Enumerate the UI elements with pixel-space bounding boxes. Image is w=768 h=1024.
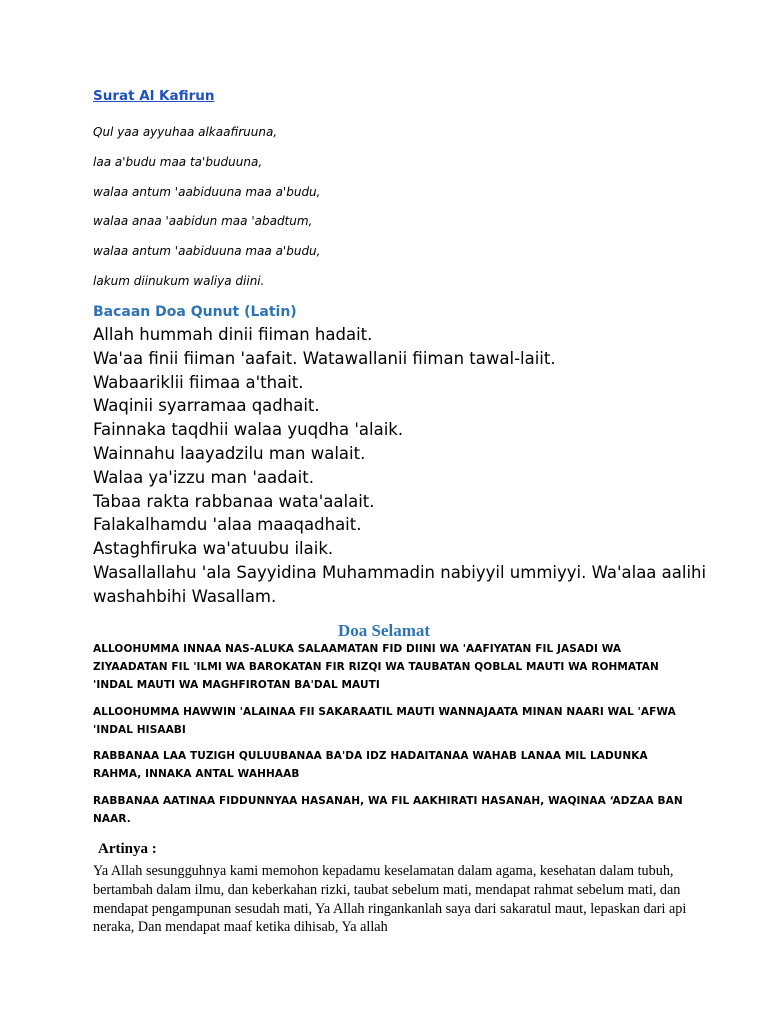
selamat-paragraph-4: RABBANAA AATINAA FIDDUNNYAA HASANAH, WA FIL AAKHIRATI HASANAH, WAQINAA ‘ADZAA BAN NAAR. bbox=[93, 795, 683, 825]
qunut-line: Fainnaka taqdhii walaa yuqdha 'alaik. bbox=[93, 420, 404, 440]
qunut-line: Walaa ya'izzu man 'aadait. bbox=[93, 467, 314, 487]
qunut-line: Wainnahu laayadzilu man walait. bbox=[93, 443, 366, 463]
kafirun-verse-4: walaa anaa 'aabidun maa 'abadtum, bbox=[93, 214, 313, 228]
selamat-paragraph-3: RABBANAA LAA TUZIGH QULUUBANAA BA'DA IDZ HADAITANAA WAHAB LANAA MIL LADUNKA RAHMA, INNAKA ANTAL WAHHAAB bbox=[93, 750, 648, 780]
kafirun-verse-1: Qul yaa ayyuhaa alkaafiruuna, bbox=[93, 125, 278, 139]
kafirun-verse-2: laa a'budu maa ta'buduuna, bbox=[93, 155, 263, 169]
qunut-line: Wabaariklii fiimaa a'thait. bbox=[93, 372, 304, 392]
doa-qunut-lines bbox=[93, 323, 733, 609]
qunut-line: Waqinii syarramaa qadhait. bbox=[93, 396, 320, 416]
qunut-line: Wasallallahu 'ala Sayyidina Muhammadin nabiyyil ummiyyi. Wa'alaa aalihi washahbihi Wasallam. bbox=[93, 562, 707, 606]
kafirun-verse-3: walaa antum 'aabiduuna maa a'budu, bbox=[93, 185, 321, 199]
artinya-heading: Artinya : bbox=[98, 841, 157, 857]
doa-selamat-heading: Doa Selamat bbox=[337, 621, 431, 640]
surat-al-kafirun-heading[interactable]: Surat Al Kafirun bbox=[93, 88, 215, 104]
doa-qunut-heading: Bacaan Doa Qunut (Latin) bbox=[93, 304, 297, 320]
qunut-line: Wa'aa finii fiiman 'aafait. Watawallanii fiiman tawal-laiit. bbox=[93, 348, 556, 368]
qunut-line: Astaghfiruka wa'atuubu ilaik. bbox=[93, 539, 334, 559]
artinya-translation: Ya Allah sesungguhnya kami memohon kepadamu keselamatan dalam agama, kesehatan dalam tubuh, bertambah dalam ilmu, dan keberkahan rizki, taubat sebelum mati, mendapat rahmat sebelum mati, dan mendapat pengampunan sesudah mati, Ya Allah ringankanlah saya dari sakaratul maut, lepaskan dari api neraka, Dan mendapat maaf ketika dihisab, Ya allah bbox=[93, 863, 687, 936]
qunut-line: Allah hummah dinii fiiman hadait. bbox=[93, 325, 373, 344]
selamat-paragraph-1: ALLOOHUMMA INNAA NAS-ALUKA SALAAMATAN FID DIINI WA 'AAFIYATAN FIL JASADI WA ZIYAADATAN FIL 'ILMI WA BAROKATAN FIR RIZQI WA TAUBATAN QOBLAL MAUTI WA ROHMATAN 'INDAL MAUTI WA MAGHFIROTAN BA'DAL MAUTI bbox=[93, 643, 659, 691]
qunut-line: Tabaa rakta rabbanaa wata'aalait. bbox=[93, 491, 375, 511]
kafirun-verse-6: lakum diinukum waliya diini. bbox=[93, 274, 265, 288]
qunut-line: Falakalhamdu 'alaa maaqadhait. bbox=[93, 515, 362, 535]
selamat-paragraph-2: ALLOOHUMMA HAWWIN 'ALAINAA FII SAKARAATIL MAUTI WANNAJAATA MINAN NAARI WAL 'AFWA 'INDAL HISAABI bbox=[93, 706, 676, 736]
kafirun-verse-5: walaa antum 'aabiduuna maa a'budu, bbox=[93, 244, 321, 258]
